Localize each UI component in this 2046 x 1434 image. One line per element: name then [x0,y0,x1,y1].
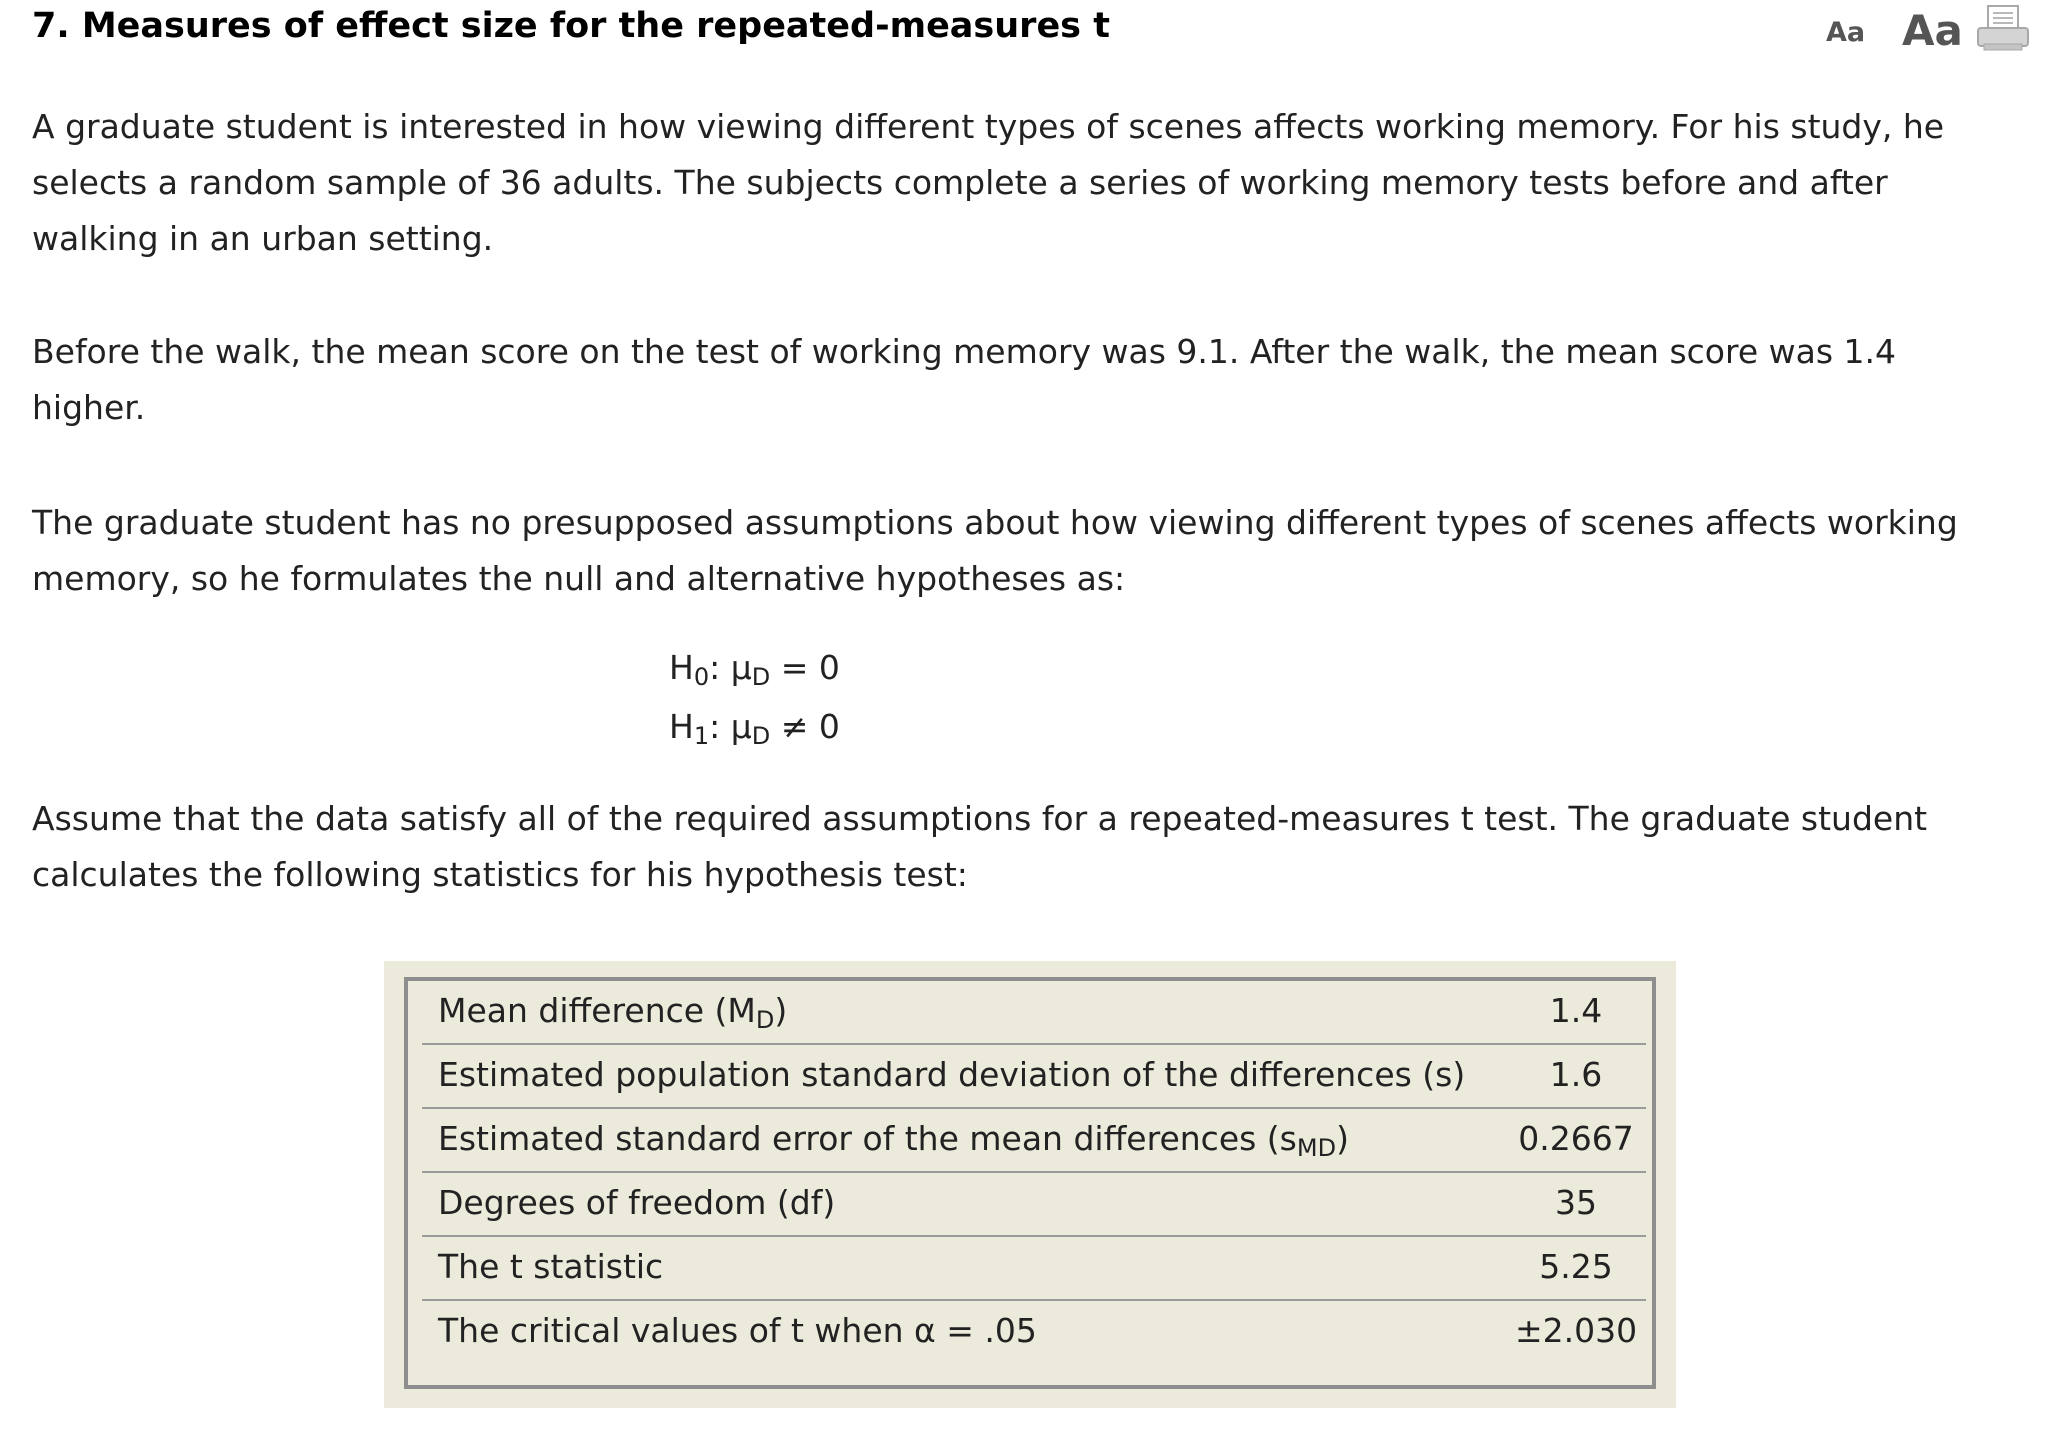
row-label: Estimated standard error of the mean differences $(s_{MD})$ [438,1119,1349,1162]
question-title: 7. Measures of effect size for the repeated-measures t [32,6,1110,46]
statistics-table-frame [404,977,1656,1389]
row-label: The t statistic [438,1247,664,1286]
row-value: ±2.030 [1514,1311,1638,1350]
table-row [422,1301,1646,1365]
table-row [422,1045,1646,1109]
row-value: 5.25 [1539,1247,1613,1286]
row-label: Degrees of freedom (df) [438,1183,836,1222]
statistics-table [384,961,1676,1408]
row-label: Mean difference $(M_D)$ [438,991,788,1034]
print-icon[interactable] [1974,4,2032,52]
row-label: Estimated population standard deviation of the differences (s) [438,1055,1466,1094]
intro-paragraph: A graduate student is interested in how viewing different types of scenes affects working memory. For his study, he selects a random sample of 36 adults. The subjects complete a series of working memory tests before and after walking in an urban setting. [32,107,1945,258]
row-value: 1.6 [1549,1055,1603,1094]
walk-paragraph: Before the walk, the mean score on the test of working memory was 9.1. After the walk, the mean score was 1.4 higher. [32,332,1897,427]
table-row [422,1173,1646,1237]
table-row [422,1109,1646,1173]
increase-font-button[interactable]: Aa [1902,6,1963,55]
question-header [32,0,2026,60]
row-label: The critical values of t when α = .05 [438,1311,1037,1350]
assumptions-paragraph: Assume that the data satisfy all of the required assumptions for a repeated-measures t test. The graduate student calculates the following statistics for his hypothesis test: [32,799,1928,894]
row-value: 35 [1555,1183,1597,1222]
row-value: 0.2667 [1518,1119,1634,1158]
table-row [422,1237,1646,1301]
hypothesis-intro-paragraph: The graduate student has no presupposed assumptions about how viewing different types of scenes affects working memory, so he formulates the null and alternative hypotheses as: [32,503,1958,598]
alternative-hypothesis: $H_1$: $\mu_D \ne 0$ [669,707,840,750]
row-value: 1.4 [1549,991,1603,1030]
decrease-font-button[interactable]: Aa [1826,17,1866,48]
table-row [422,981,1646,1045]
null-hypothesis: $H_0$: $\mu_D = 0$ [669,648,840,691]
